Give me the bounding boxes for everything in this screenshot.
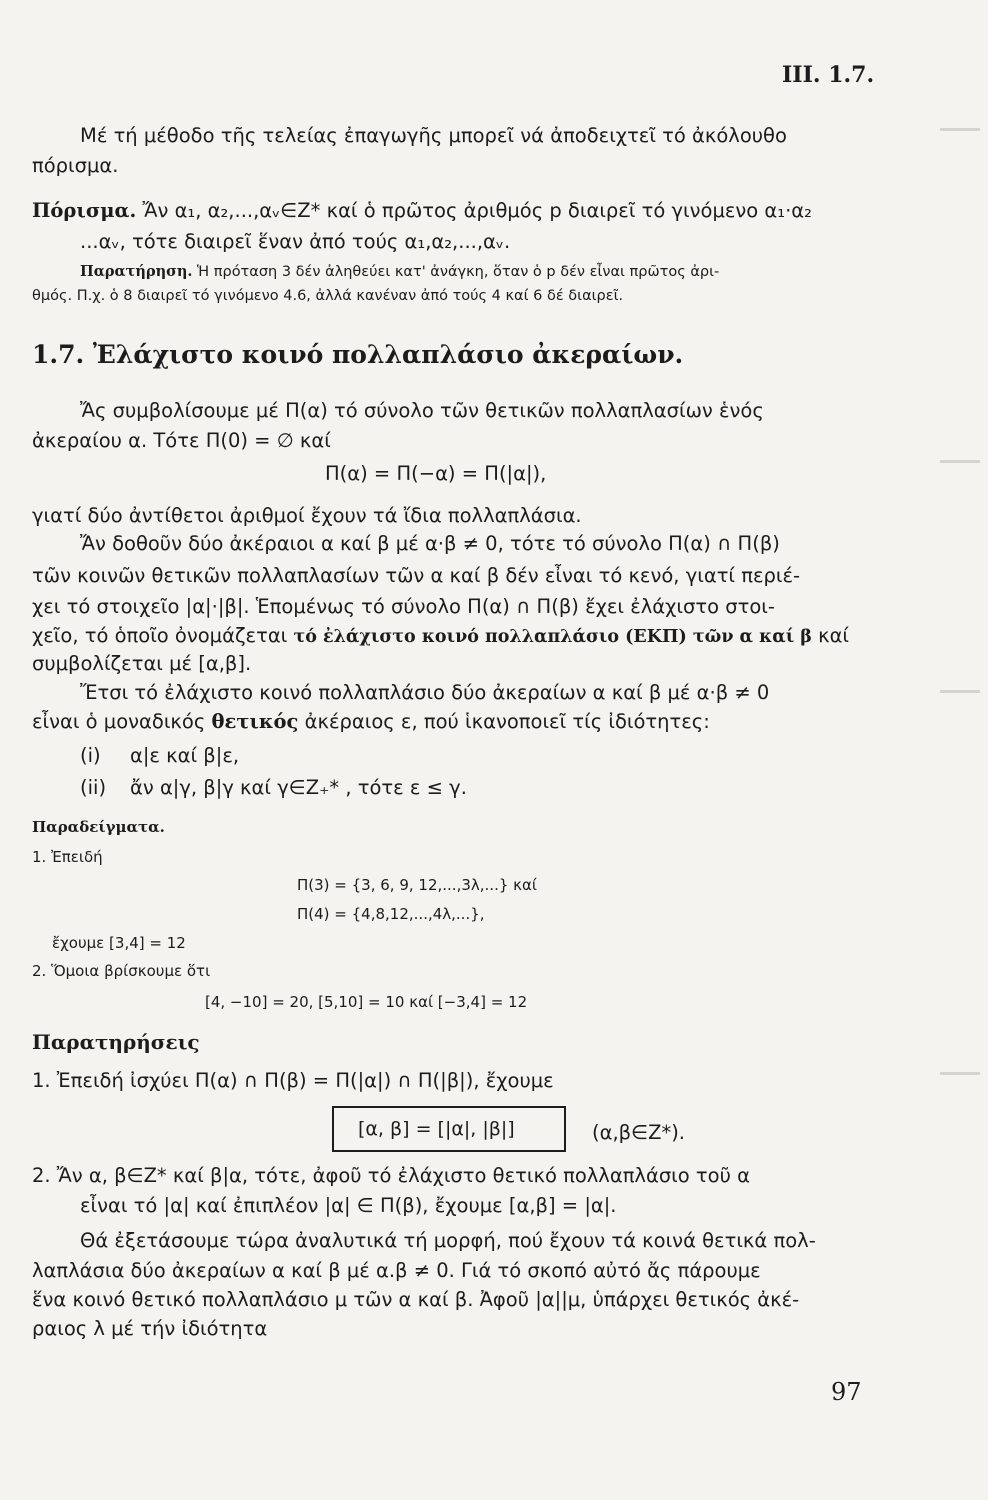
remark-line-2: θμός. Π.χ. ὁ 8 διαιρεῖ τό γινόμενο 4.6, ἀλλά κανέναν ἀπό τούς 4 καί 6 δέ διαιρεῖ. — [32, 288, 624, 304]
closing-line-3: ἕνα κοινό θετικό πολλαπλάσιο μ τῶν α καί β. Ἀφοῦ |α||μ, ὑπάρχει θετικός ἀκέ- — [32, 1288, 800, 1311]
closing-line-4: ραιος λ μέ τήν ἰδιότητα — [32, 1317, 268, 1340]
p2-line-4-pre: χεῖο, τό ὁποῖο ὀνομάζεται — [32, 624, 294, 647]
property-ii: ἄν α|γ, β|γ καί γ∈Z₊* , τότε ε ≤ γ. — [130, 776, 467, 799]
p2-line-2: τῶν κοινῶν θετικῶν πολλαπλασίων τῶν α καί β δέν εἶναι τό κενό, γιατί περιέ- — [32, 564, 801, 587]
bleed-through-mark — [940, 128, 980, 131]
p3-line-2-post: ἀκέραιος ε, πού ἱκανοποιεῖ τίς ἰδιότητες: — [298, 710, 710, 733]
boxed-formula-text: [α, β] = [|α|, |β|] — [358, 1118, 515, 1140]
property-ii-label: (ii) — [80, 776, 107, 799]
page-number: 97 — [831, 1378, 862, 1406]
corollary-line-1 — [32, 195, 812, 226]
p3-line-2-pre: εἶναι ὁ μοναδικός — [32, 710, 212, 733]
p1-line-1: Ἄς συμβολίσουμε μέ Π(α) τό σύνολο τῶν θετικῶν πολλαπλασίων ἑνός — [80, 399, 764, 422]
remark-label: Παρατήρηση. — [80, 263, 193, 280]
p2-line-4-post: καί — [811, 624, 850, 647]
example-2-intro: 2. Ὅμοια βρίσκουμε ὅτι — [32, 962, 211, 980]
observation-2-line-2: εἶναι τό |α| καί ἐπιπλέον |α| ∈ Π(β), ἔχουμε [α,β] = |α|. — [80, 1194, 617, 1217]
bleed-through-mark — [940, 460, 980, 463]
corollary-text-1: Ἄν α₁, α₂,...,αᵥ∈Z* καί ὁ πρῶτος ἀριθμός p διαιρεῖ τό γινόμενο α₁·α₂ — [142, 199, 812, 222]
example-1-intro: 1. Ἐπειδή — [32, 848, 103, 866]
closing-line-2: λαπλάσια δύο ἀκεραίων α καί β μέ α.β ≠ 0. Γιά τό σκοπό αὐτό ἄς πάρουμε — [32, 1259, 761, 1282]
examples-heading: Παραδείγματα. — [32, 818, 165, 836]
p3-line-2 — [32, 706, 710, 737]
p3-line-1: Ἔτσι τό ἐλάχιστο κοινό πολλαπλάσιο δύο ἀκεραίων α καί β μέ α·β ≠ 0 — [80, 681, 770, 704]
running-head: ΙΙΙ. 1.7. — [782, 62, 875, 88]
positive-emphasis: θετικός — [211, 710, 299, 733]
example-1-formula-1: Π(3) = {3, 6, 9, 12,...,3λ,...} καί — [297, 876, 537, 894]
p2-line-3: χει τό στοιχεῖο |α|·|β|. Ἑπομένως τό σύνολο Π(α) ∩ Π(β) ἔχει ἐλάχιστο στοι- — [32, 595, 775, 618]
corollary-line-2: ...αᵥ, τότε διαιρεῖ ἕναν ἀπό τούς α₁,α₂,...,αᵥ. — [80, 230, 511, 253]
property-i: α|ε καί β|ε, — [130, 744, 240, 767]
observation-2-line-1: 2. Ἄν α, β∈Z* καί β|α, τότε, ἀφοῦ τό ἐλάχιστο θετικό πολλαπλάσιο τοῦ α — [32, 1164, 750, 1187]
intro-line-2: πόρισμα. — [32, 154, 119, 177]
observations-heading: Παρατηρήσεις — [32, 1030, 200, 1054]
closing-line-1: Θά ἐξετάσουμε τώρα ἀναλυτικά τή μορφή, πού ἔχουν τά κοινά θετικά πολ- — [80, 1229, 816, 1252]
remark-text-1: Ἡ πρόταση 3 δέν ἀληθεύει κατ' ἀνάγκη, ὅταν ὁ p δέν εἶναι πρῶτος ἀρι- — [197, 264, 720, 280]
p1-line-2: ἀκεραίου α. Τότε Π(0) = ∅ καί — [32, 429, 331, 452]
example-1-result: ἔχουμε [3,4] = 12 — [52, 934, 186, 952]
boxed-formula — [332, 1106, 566, 1152]
observation-1: 1. Ἐπειδή ἰσχύει Π(α) ∩ Π(β) = Π(|α|) ∩ Π(|β|), ἔχουμε — [32, 1069, 554, 1092]
lcm-definition: τό ἐλάχιστο κοινό πολλαπλάσιο (ΕΚΠ) τῶν α καί β — [293, 627, 812, 647]
example-1-formula-2: Π(4) = {4,8,12,...,4λ,...}, — [297, 905, 485, 923]
intro-line-1: Μέ τή μέθοδο τῆς τελείας ἐπαγωγῆς μπορεῖ νά ἀποδειχτεῖ τό ἀκόλουθο — [80, 124, 787, 147]
corollary-label: Πόρισμα. — [32, 199, 137, 222]
p1-formula: Π(α) = Π(−α) = Π(|α|), — [325, 462, 547, 485]
bleed-through-mark — [940, 1072, 980, 1075]
p1-line-3: γιατί δύο ἀντίθετοι ἀριθμοί ἔχουν τά ἴδια πολλαπλάσια. — [32, 504, 582, 527]
example-2-formula: [4, −10] = 20, [5,10] = 10 καί [−3,4] = 12 — [205, 993, 528, 1011]
boxed-formula-condition: (α,β∈Z*). — [592, 1121, 686, 1144]
property-i-label: (i) — [80, 744, 101, 767]
remark-line-1 — [80, 260, 719, 284]
p2-line-5: συμβολίζεται μέ [α,β]. — [32, 652, 252, 675]
section-title: 1.7. Ἐλάχιστο κοινό πολλαπλάσιο ἀκεραίων. — [32, 340, 684, 369]
bleed-through-mark — [940, 690, 980, 693]
p2-line-1: Ἄν δοθοῦν δύο ἀκέραιοι α καί β μέ α·β ≠ 0, τότε τό σύνολο Π(α) ∩ Π(β) — [80, 532, 780, 555]
